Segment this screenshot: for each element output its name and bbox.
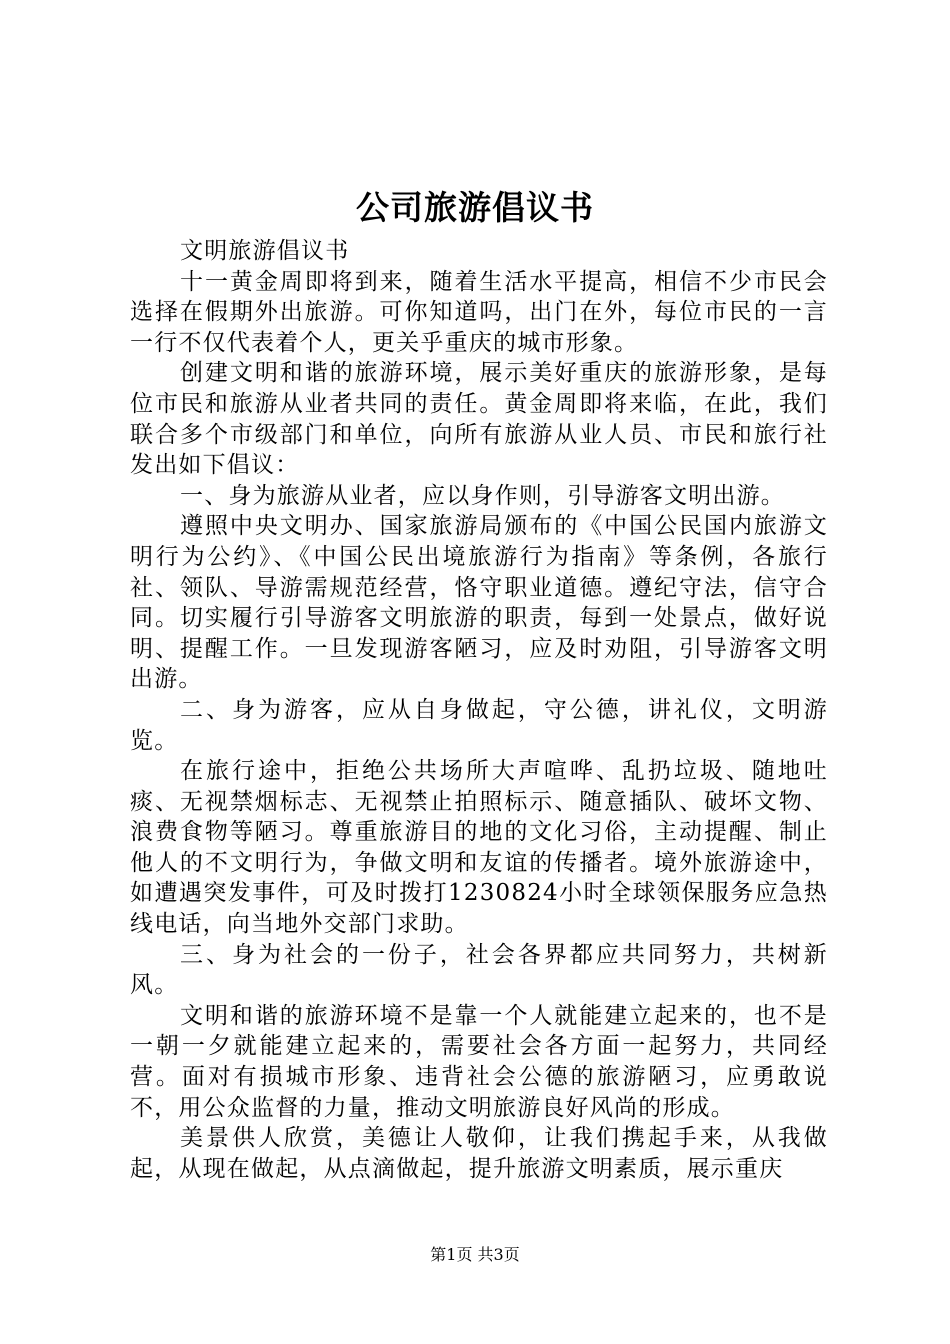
paragraph-section-2: 在旅行途中，拒绝公共场所大声喧哗、乱扔垃圾、随地吐痰、无视禁烟标志、无视禁止拍照标示、随意插队、破坏文物、浪费食物等陋习。尊重旅游目的地的文化习俗，主动提醒、制止他人的不文明行为，争做文明和友谊的传播者。境外旅游途中，如遭遇突发事件，可及时拨打1230824小时全球领保服务应急热线电话，向当地外交部门求助。 [130,758,828,938]
paragraph-section-1: 遵照中央文明办、国家旅游局颁布的《中国公民国内旅游文明行为公约》、《中国公民出境旅游行为指南》等条例，各旅行社、领队、导游需规范经营，恪守职业道德。遵纪守法，信守合同。切实履行引导游客文明旅游的职责，每到一处景点，做好说明、提醒工作。一旦发现游客陋习，应及时劝阻，引导游客文明出游。 [130,513,828,693]
heading-section-3: 三、身为社会的一份子，社会各界都应共同努力，共树新风。 [130,941,828,999]
paragraph-responsibility: 创建文明和谐的旅游环境，展示美好重庆的旅游形象，是每位市民和旅游从业者共同的责任。黄金周即将来临，在此，我们联合多个市级部门和单位，向所有旅游从业人员、市民和旅行社发出如下倡议： [130,360,828,479]
heading-section-1: 一、身为旅游从业者，应以身作则，引导游客文明出游。 [180,482,785,509]
heading-section-2: 二、身为游客，应从自身做起，守公德，讲礼仪，文明游览。 [130,696,828,754]
page-number: 第1页 共3页 [430,1245,520,1264]
document-title: 公司旅游倡议书 [356,188,594,227]
paragraph-section-3: 文明和谐的旅游环境不是靠一个人就能建立起来的，也不是一朝一夕就能建立起来的，需要社会各方面一起努力，共同经营。面对有损城市形象、违背社会公德的旅游陋习，应勇敢说不，用公众监督的力量，推动文明旅游良好风尚的形成。 [130,1002,828,1121]
paragraph-intro: 十一黄金周即将到来，随着生活水平提高，相信不少市民会选择在假期外出旅游。可你知道吗，出门在外，每位市民的一言一行不仅代表着个人，更关乎重庆的城市形象。 [130,268,828,356]
document-body [130,236,828,1184]
paragraph-closing: 美景供人欣赏，美德让人敬仰，让我们携起手来，从我做起，从现在做起，从点滴做起，提升旅游文明素质，展示重庆 [130,1125,828,1182]
paragraph-subtitle: 文明旅游倡议书 [180,238,350,264]
